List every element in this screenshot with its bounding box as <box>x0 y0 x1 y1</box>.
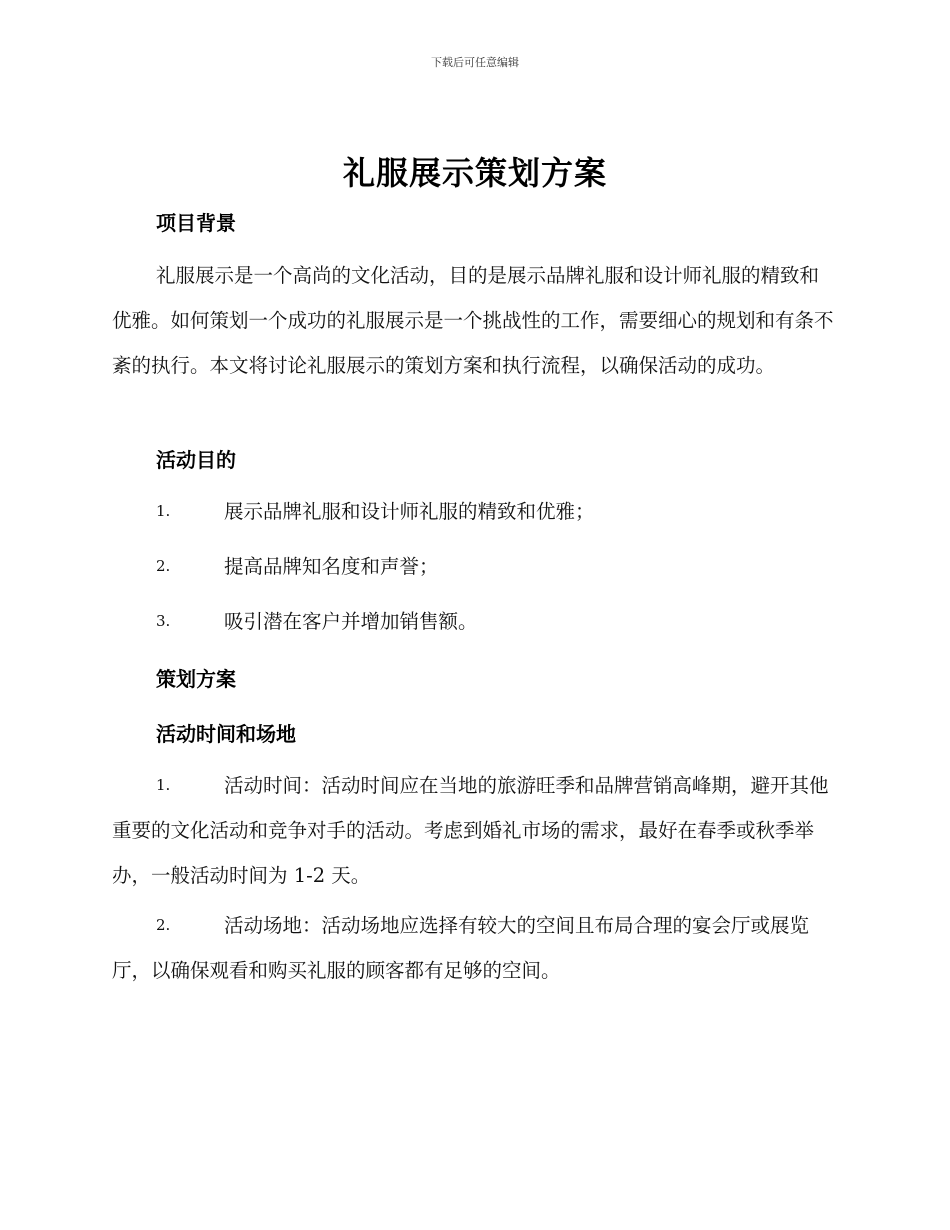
list-number: 1. <box>156 502 171 520</box>
section-heading-plan: 策划方案 <box>156 667 236 691</box>
list-number: 1. <box>156 776 171 794</box>
section-heading-time-venue: 活动时间和场地 <box>156 722 296 746</box>
list-text: 展示品牌礼服和设计师礼服的精致和优雅； <box>224 500 595 523</box>
section-heading-background: 项目背景 <box>156 211 236 235</box>
document-title: 礼服展示策划方案 <box>342 154 607 192</box>
header-note: 下载后可任意编辑 <box>431 56 519 69</box>
paragraph-text: 活动时间：活动时间应在当地的旅游旺季和品牌营销高峰期，避开其他重要的文化活动和竞争对手的活动。考虑到婚礼市场的需求，最好在春季或秋季举办，一般活动时间为 1-2 天。 <box>112 774 829 887</box>
list-number: 2. <box>156 557 171 575</box>
section-heading-purpose: 活动目的 <box>156 448 236 472</box>
list-text: 提高品牌知名度和声誉； <box>224 555 439 578</box>
numbered-paragraph <box>112 903 834 993</box>
list-text: 吸引潜在客户并增加销售额。 <box>224 610 478 633</box>
list-number: 3. <box>156 612 171 630</box>
list-number: 2. <box>156 916 171 934</box>
background-paragraph: 礼服展示是一个高尚的文化活动，目的是展示品牌礼服和设计师礼服的精致和优雅。如何策划一个成功的礼服展示是一个挑战性的工作，需要细心的规划和有条不紊的执行。本文将讨论礼服展示的策划方案和执行流程，以确保活动的成功。 <box>112 264 834 377</box>
numbered-paragraph <box>112 763 834 898</box>
paragraph-text: 活动场地：活动场地应选择有较大的空间且布局合理的宴会厅或展览厅，以确保观看和购买礼服的顾客都有足够的空间。 <box>112 914 810 982</box>
